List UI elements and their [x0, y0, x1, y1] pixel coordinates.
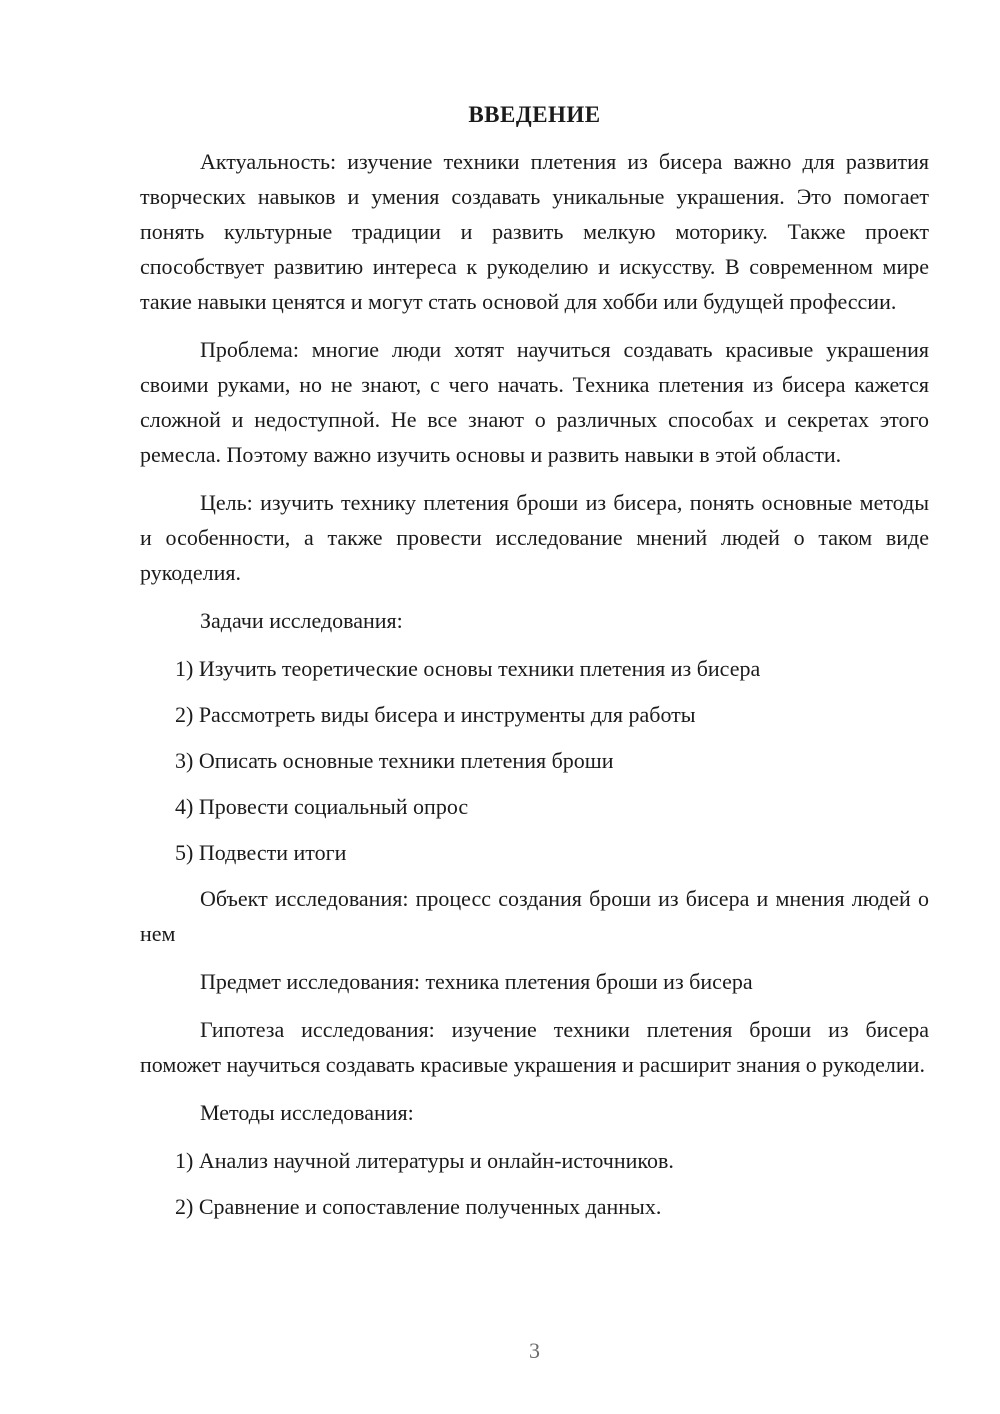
heading-research-methods: Методы исследования: [200, 1100, 414, 1125]
task-item-1: 1) Изучить теоретические основы техники плетения из бисера [175, 656, 761, 681]
task-item-4: 4) Провести социальный опрос [175, 794, 469, 819]
paragraph-research-subject: Предмет исследования: техника плетения броши из бисера [200, 969, 753, 994]
method-item-1: 1) Анализ научной литературы и онлайн-источников. [175, 1148, 674, 1173]
paragraph-relevance: Актуальность: изучение техники плетения из бисера важно для развития творческих навыков и умения создавать уникальные украшения. Это помогает понять культурные традиции и развить мелкую моторику. Также проект способствует развитию интереса к рукоделию и искусству. В современном мире такие навыки ценятся и могут стать основой для хобби или будущей профессии. [140, 149, 929, 314]
paragraph-research-object: Объект исследования: процесс создания броши из бисера и мнения людей о нем [140, 886, 929, 946]
page-number: 3 [529, 1338, 540, 1363]
paragraph-problem: Проблема: многие люди хотят научиться создавать красивые украшения своими руками, но не знают, с чего начать. Техника плетения из бисера кажется сложной и недоступной. Не все знают о различных способах и секретах этого ремесла. Поэтому важно изучить основы и развить навыки в этой области. [140, 337, 929, 467]
method-item-2: 2) Сравнение и сопоставление полученных данных. [175, 1194, 662, 1219]
task-item-2: 2) Рассмотреть виды бисера и инструменты для работы [175, 702, 696, 727]
paragraph-goal: Цель: изучить технику плетения броши из бисера, понять основные методы и особенности, а также провести исследование мнений людей о таком виде рукоделия. [140, 490, 929, 585]
heading-research-tasks: Задачи исследования: [200, 608, 403, 633]
page-title: ВВЕДЕНИЕ [468, 102, 601, 127]
task-item-5: 5) Подвести итоги [175, 840, 347, 865]
paragraph-hypothesis: Гипотеза исследования: изучение техники плетения броши из бисера поможет научиться создавать красивые украшения и расширит знания о рукоделии. [140, 1017, 929, 1077]
task-item-3: 3) Описать основные техники плетения броши [175, 748, 614, 773]
